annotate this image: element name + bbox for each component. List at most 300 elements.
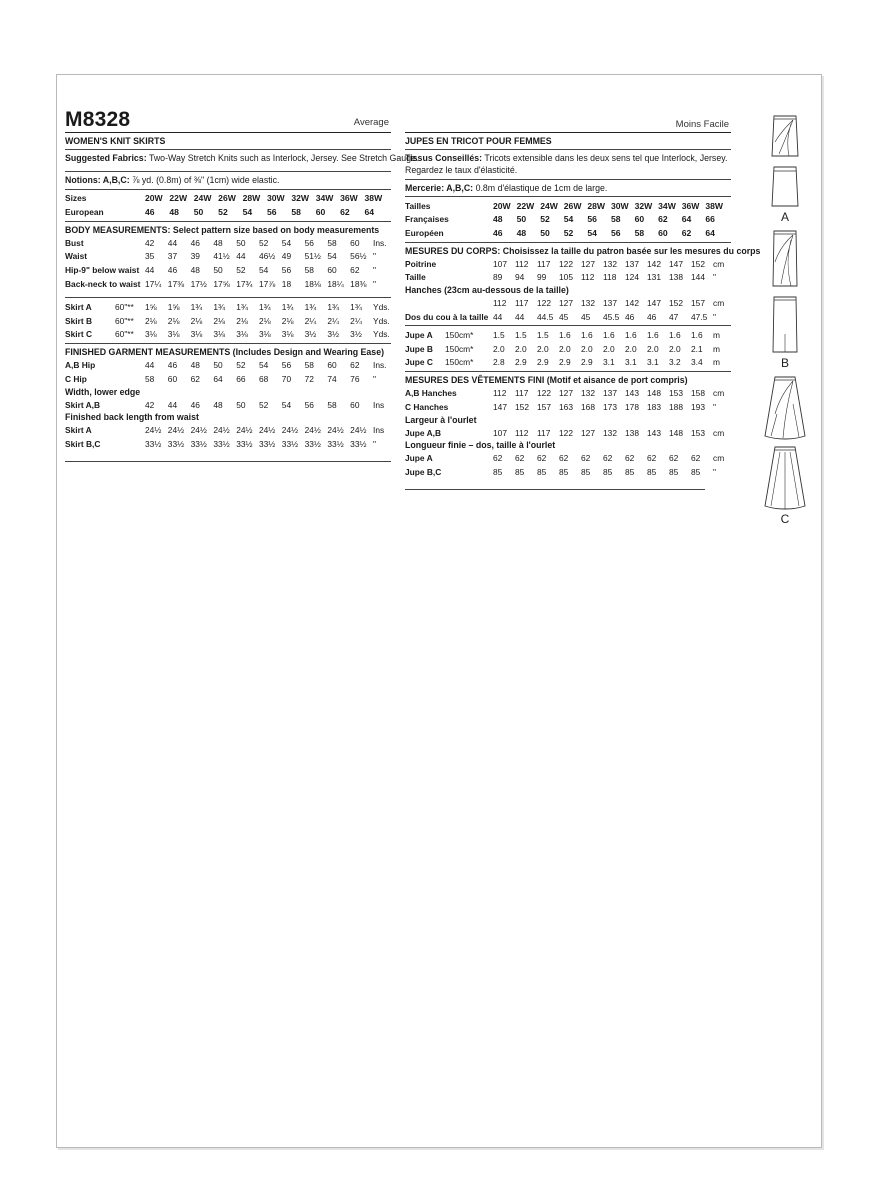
row-label: Back-neck to waist: [65, 278, 141, 289]
size-value: 137: [625, 258, 639, 269]
divider: [65, 189, 391, 190]
size-value: 2⅛: [167, 315, 180, 326]
unit: Ins.: [373, 237, 387, 248]
size-value: 62: [559, 453, 569, 464]
size-value: 17⅝: [213, 278, 230, 289]
table-row: [405, 400, 731, 414]
table-row: [405, 226, 731, 240]
row-label: Bust: [65, 237, 84, 248]
unit: cm: [713, 258, 725, 269]
size-value: 158: [691, 388, 705, 399]
size-value: 85: [493, 466, 503, 477]
size-value: 2.0: [647, 343, 659, 354]
size-value: 2.9: [537, 357, 549, 368]
table-row: [405, 452, 731, 466]
size-value: 42: [145, 237, 155, 248]
unit: ": [713, 401, 716, 412]
size-value: 54: [563, 214, 574, 225]
body-measurements-table: [65, 236, 391, 290]
unit: Ins: [373, 425, 385, 436]
size-value: 1¾: [327, 302, 340, 313]
size-value: 30W: [610, 200, 629, 211]
size-value: 3⅛: [236, 329, 248, 340]
size-value: 54: [258, 360, 269, 371]
width-heading: Width, lower edge: [65, 386, 141, 397]
size-value: 112: [493, 388, 507, 399]
size-value: 50: [236, 399, 246, 410]
size-value: 153: [691, 427, 705, 438]
size-value: 26W: [563, 200, 582, 211]
size-value: 50: [193, 207, 204, 217]
size-value: 85: [625, 466, 635, 477]
skirt-b-front-drawing: [765, 228, 805, 290]
unit: [729, 226, 731, 240]
size-value: 2¼: [350, 315, 362, 326]
table-row: [405, 270, 731, 284]
size-value: 62: [350, 264, 360, 275]
size-value: 85: [647, 466, 657, 477]
fabrics-line: [405, 152, 731, 176]
size-value: 56: [281, 360, 292, 371]
size-value: 1.5: [537, 330, 549, 341]
garment-title: JUPES EN TRICOT POUR FEMMES: [405, 136, 552, 146]
unit: [729, 212, 731, 226]
table-row: [405, 212, 731, 226]
size-value: 94: [515, 272, 525, 283]
size-value: 157: [691, 297, 705, 308]
row-label: C Hip: [65, 373, 87, 384]
size-value: 3.1: [625, 357, 637, 368]
size-value: 62: [581, 453, 591, 464]
size-value: 105: [559, 272, 573, 283]
divider: [65, 461, 391, 462]
table-row: [405, 257, 731, 271]
size-value: 62: [190, 373, 200, 384]
size-value: 24½: [304, 425, 321, 436]
unit: Ins: [373, 399, 385, 410]
unit: [729, 199, 731, 213]
size-value: 163: [559, 401, 573, 412]
size-value: 85: [691, 466, 701, 477]
fabrics-label: Suggested Fabrics:: [65, 153, 147, 164]
size-value: 132: [603, 427, 617, 438]
size-value: 32W: [291, 193, 310, 204]
table-row: [405, 342, 731, 356]
size-value: 24½: [167, 425, 185, 436]
size-value: 1.6: [691, 330, 703, 341]
fabric-width: 60"**: [115, 329, 134, 340]
divider: [65, 171, 391, 172]
table-row: [405, 328, 731, 342]
length-heading: Longueur finie – dos, taille à l'ourlet: [405, 440, 556, 451]
size-value: 85: [669, 466, 679, 477]
size-value: 39: [190, 251, 200, 262]
size-value: 33½: [167, 438, 185, 449]
fabric-width: 150cm*: [445, 330, 474, 341]
size-value: 173: [603, 401, 617, 412]
size-value: 17⅞: [258, 278, 276, 289]
unit: m: [713, 357, 720, 368]
size-value: 36W: [681, 200, 700, 211]
size-value: 44.5: [537, 311, 554, 322]
size-value: 89: [493, 272, 503, 283]
size-value: 2⅛: [145, 315, 157, 326]
row-label: Sizes: [65, 193, 87, 204]
size-value: 50: [213, 360, 223, 371]
size-value: 28W: [242, 193, 261, 204]
unit: ": [373, 373, 376, 384]
notions-text: 0.8m d'élastique de 1cm de large.: [475, 182, 608, 193]
table-row: [65, 277, 391, 291]
size-value: 1.6: [647, 330, 659, 341]
size-value: 32W: [634, 200, 653, 211]
size-value: 24½: [350, 425, 367, 436]
size-value: 44: [515, 311, 525, 322]
table-row: [405, 199, 731, 213]
view-label-c: C: [780, 512, 790, 526]
size-value: 49: [281, 251, 292, 262]
size-value: 44: [145, 264, 155, 275]
fabrics-label: Tissus Conseillés:: [405, 153, 483, 164]
size-value: 58: [634, 227, 645, 238]
size-value: 47.5: [691, 311, 708, 322]
size-value: 62: [603, 453, 613, 464]
size-value: 2.1: [691, 343, 703, 354]
size-value: 127: [581, 427, 595, 438]
size-value: 1¾: [281, 302, 294, 313]
size-value: 54: [258, 264, 269, 275]
size-value: 58: [327, 399, 337, 410]
row-label: Jupe A: [405, 330, 433, 341]
unit: cm: [713, 453, 725, 464]
size-value: 56: [304, 399, 314, 410]
notions-line: [405, 182, 731, 194]
size-value: 117: [537, 258, 551, 269]
size-value: 2⅛: [213, 315, 226, 326]
table-row: [65, 424, 391, 438]
length-table: [65, 424, 391, 451]
width-table: [405, 426, 731, 440]
row-label: C Hanches: [405, 401, 449, 412]
notions-line: [65, 174, 391, 186]
table-row: [405, 426, 731, 440]
divider: [405, 196, 731, 197]
size-value: 147: [647, 297, 661, 308]
size-value: 147: [493, 401, 507, 412]
size-value: 85: [537, 466, 547, 477]
row-label: Poitrine: [405, 258, 437, 269]
size-value: 1¾: [213, 302, 226, 313]
size-value: 142: [647, 258, 661, 269]
size-value: 54: [327, 251, 337, 262]
size-value: 188: [669, 401, 683, 412]
size-value: 1.6: [603, 330, 615, 341]
row-label: European: [65, 207, 104, 217]
row-label: Jupe B: [405, 343, 433, 354]
size-value: 52: [236, 264, 246, 275]
unit: ": [373, 264, 376, 275]
size-value: 58: [291, 207, 301, 217]
size-value: 2.0: [603, 343, 615, 354]
size-value: 117: [515, 297, 529, 308]
fabric-width: 150cm*: [445, 357, 474, 368]
size-value: 60: [350, 237, 360, 248]
unit: Ins.: [373, 360, 387, 371]
size-value: 62: [658, 214, 668, 225]
skirt-a-back-drawing: [765, 164, 805, 210]
size-value: 193: [691, 401, 705, 412]
size-value: 127: [559, 297, 573, 308]
size-value: 54: [242, 207, 253, 217]
size-value: 56: [610, 227, 621, 238]
divider: [65, 132, 391, 133]
size-value: 33½: [213, 438, 230, 449]
size-value: 138: [625, 427, 639, 438]
size-value: 17½: [190, 278, 207, 289]
size-value: 2¼: [327, 315, 340, 326]
size-value: 3⅛: [281, 329, 294, 340]
table-row: [405, 310, 731, 324]
size-value: 138: [669, 272, 683, 283]
size-value: 42: [145, 399, 155, 410]
divider: [65, 221, 391, 222]
row-label: A,B Hanches: [405, 388, 457, 399]
divider: [65, 343, 391, 344]
size-value: 85: [581, 466, 591, 477]
size-value: 143: [625, 388, 639, 399]
views-sidebar: [762, 112, 808, 526]
size-value: 85: [515, 466, 525, 477]
hips-table: [405, 296, 731, 323]
size-value: 148: [669, 427, 683, 438]
size-value: 48: [190, 360, 200, 371]
size-value: 64: [213, 373, 223, 384]
size-value: 52: [540, 214, 550, 225]
size-value: 62: [669, 453, 679, 464]
size-value: 127: [581, 258, 595, 269]
size-value: 72: [304, 373, 314, 384]
size-value: 33½: [190, 438, 207, 449]
size-value: 144: [691, 272, 705, 283]
size-value: 24½: [281, 425, 299, 436]
finished-hip-table: [65, 358, 391, 385]
size-table: [65, 192, 391, 219]
size-value: 37: [167, 251, 178, 262]
size-value: 26W: [218, 193, 236, 204]
size-value: 52: [258, 237, 269, 248]
skirt-c-front-drawing: [763, 374, 807, 442]
fabrics-line: [65, 152, 419, 164]
size-value: 46: [647, 311, 657, 322]
size-value: 152: [669, 297, 683, 308]
size-value: 117: [537, 427, 551, 438]
size-value: 112: [515, 427, 529, 438]
size-value: 2.0: [581, 343, 593, 354]
size-value: 33½: [145, 438, 162, 449]
size-value: 1.6: [581, 330, 593, 341]
size-value: 2.0: [625, 343, 637, 354]
table-row: [65, 372, 391, 386]
size-value: 2.9: [515, 357, 527, 368]
unit: ": [713, 311, 716, 322]
size-value: 44: [236, 251, 246, 262]
size-value: 183: [647, 401, 661, 412]
size-value: 107: [493, 258, 507, 269]
table-row: [405, 296, 731, 310]
size-value: 56: [587, 214, 597, 225]
divider: [405, 489, 705, 490]
size-value: 2⅛: [236, 315, 248, 326]
size-value: 60: [658, 227, 668, 238]
size-value: 54: [281, 237, 292, 248]
row-label: Skirt C: [65, 329, 92, 340]
pattern-code: M8328: [65, 108, 131, 131]
size-value: 3⅛: [213, 329, 226, 340]
divider: [65, 297, 391, 298]
table-row: [405, 386, 731, 400]
divider: [405, 179, 731, 180]
size-value: 1¾: [304, 302, 317, 313]
size-value: 62: [691, 453, 701, 464]
size-value: 132: [603, 258, 617, 269]
size-value: 33½: [327, 438, 344, 449]
size-value: 3.1: [647, 357, 659, 368]
size-value: 30W: [266, 193, 285, 204]
unit: m: [713, 330, 720, 341]
size-value: 45: [581, 311, 591, 322]
size-value: 1⅝: [167, 302, 180, 313]
size-value: 46: [493, 227, 503, 238]
size-value: 64: [705, 227, 715, 238]
size-value: 1⅝: [145, 302, 157, 313]
size-value: 24½: [190, 425, 207, 436]
size-value: 52: [236, 360, 246, 371]
size-value: 50: [236, 237, 246, 248]
unit: ": [713, 272, 716, 283]
size-value: 24W: [193, 193, 212, 204]
fabrics-text: Two-Way Stretch Knits such as Interlock, Jersey. See Stretch Gauge.: [148, 153, 419, 164]
size-value: 70: [281, 373, 292, 384]
size-value: 50: [540, 227, 550, 238]
size-value: 33½: [350, 438, 367, 449]
size-value: 2⅛: [190, 315, 203, 326]
size-value: 54: [281, 399, 292, 410]
garment-title: WOMEN'S KNIT SKIRTS: [65, 136, 166, 146]
row-label: Skirt A,B: [65, 399, 101, 410]
body-measurements-heading: BODY MEASUREMENTS: Select pattern size based on body measurements: [65, 224, 380, 235]
size-value: 62: [350, 360, 360, 371]
table-row: [65, 314, 391, 328]
fabric-width: 150cm*: [445, 343, 474, 354]
size-value: 35: [145, 251, 155, 262]
size-value: 127: [559, 388, 573, 399]
size-value: 62: [625, 453, 635, 464]
size-value: 3⅛: [258, 329, 271, 340]
size-value: 2.9: [559, 357, 571, 368]
size-value: 2⅛: [281, 315, 294, 326]
french-column: [405, 108, 761, 492]
size-value: 58: [304, 360, 314, 371]
unit: ": [373, 278, 376, 289]
size-value: 33½: [258, 438, 276, 449]
size-value: 62: [340, 207, 350, 217]
size-value: 18¼: [327, 278, 344, 289]
size-value: 34W: [658, 200, 676, 211]
size-value: 46: [190, 237, 200, 248]
size-value: 2.8: [493, 357, 505, 368]
size-value: 1.5: [515, 330, 527, 341]
table-row: [65, 437, 391, 451]
row-label: Waist: [65, 251, 88, 262]
size-value: 132: [581, 388, 595, 399]
size-value: 117: [515, 388, 529, 399]
size-value: 2.0: [669, 343, 681, 354]
size-value: 56: [304, 237, 314, 248]
fabric-width: 60"**: [115, 302, 134, 313]
row-label: A,B Hip: [65, 360, 96, 371]
size-value: 22W: [169, 193, 188, 204]
size-value: 52: [258, 399, 269, 410]
size-value: 3.2: [669, 357, 681, 368]
size-value: 1.5: [493, 330, 505, 341]
size-value: 131: [647, 272, 661, 283]
unit: m: [713, 343, 720, 354]
size-value: 3½: [350, 329, 362, 340]
size-value: 3½: [327, 329, 340, 340]
size-value: 17¼: [145, 278, 162, 289]
size-value: 132: [581, 297, 595, 308]
fabrics-text: Tricots extensible dans les deux sens tel que Interlock, Jersey. Regardez le taux d'élasticité.: [405, 153, 728, 176]
skirt-c-back-drawing: [763, 444, 807, 512]
table-row: [65, 398, 391, 412]
row-label: Skirt A: [65, 302, 92, 313]
size-value: 3⅛: [190, 329, 203, 340]
size-value: 168: [581, 401, 595, 412]
finished-measurements-heading: MESURES DES VÊTEMENTS FINI (Motif et aisance de port compris): [405, 375, 688, 386]
notions-text: ⅞ yd. (0.8m) of ⅜" (1cm) wide elastic.: [132, 175, 280, 186]
size-value: 44: [167, 399, 178, 410]
size-value: 38W: [364, 193, 383, 204]
size-value: 62: [647, 453, 657, 464]
divider: [405, 371, 731, 372]
size-value: 122: [559, 258, 573, 269]
size-value: 44: [493, 311, 503, 322]
size-value: 33½: [281, 438, 299, 449]
size-value: 24W: [540, 200, 558, 211]
table-row: [65, 205, 391, 219]
hips-heading: Hanches (23cm au-dessous de la taille): [405, 284, 569, 295]
row-label: Françaises: [405, 214, 449, 225]
table-row: [405, 356, 731, 370]
size-value: 85: [603, 466, 613, 477]
size-value: 17⅜: [167, 278, 185, 289]
unit: [389, 205, 391, 219]
size-value: 17¾: [236, 278, 253, 289]
finished-measurements-heading: FINISHED GARMENT MEASUREMENTS (Includes Design and Wearing Ease): [65, 347, 385, 358]
size-value: 44: [167, 237, 178, 248]
size-value: 60: [327, 264, 337, 275]
size-value: 2.0: [537, 343, 549, 354]
fabric-width: 60"**: [115, 315, 134, 326]
unit: Yds.: [373, 302, 390, 313]
finished-hip-table: [405, 386, 731, 413]
size-value: 3.4: [691, 357, 703, 368]
size-value: 50: [213, 264, 223, 275]
size-value: 50: [516, 214, 527, 225]
size-value: 33½: [236, 438, 253, 449]
size-value: 1.6: [669, 330, 681, 341]
unit: cm: [713, 427, 725, 438]
